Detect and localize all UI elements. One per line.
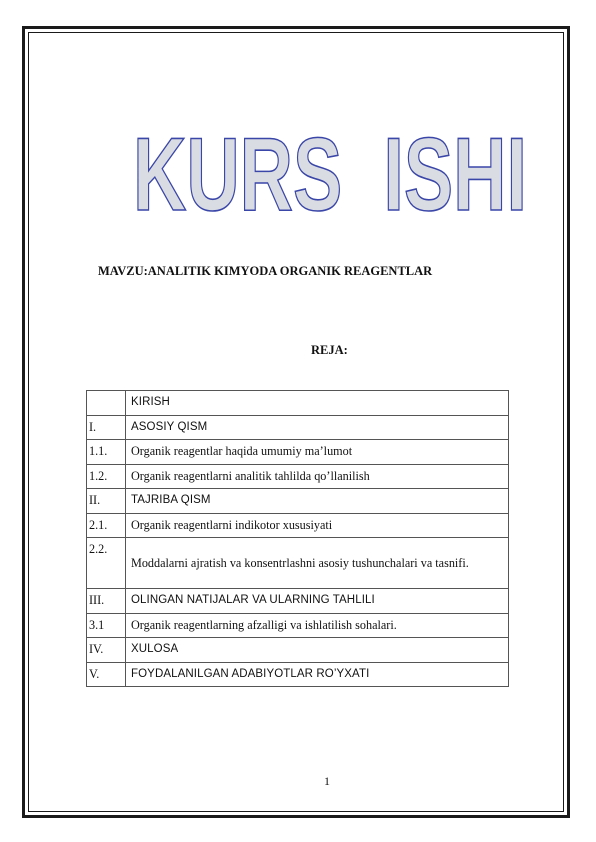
subject-line: MAVZU:ANALITIK KIMYODA ORGANIK REAGENTLAR [98, 264, 433, 278]
row-title: Organik reagentlar haqida umumiy ma’lumot [126, 440, 509, 465]
table-row [87, 391, 509, 416]
row-title: XULOSA [126, 638, 509, 663]
table-row [87, 489, 509, 514]
row-title: KIRISH [126, 391, 509, 416]
row-number: 1.1. [87, 440, 126, 465]
table-row [87, 538, 509, 589]
row-title: FOYDALANILGAN ADABIYOTLAR RO’YXATI [126, 662, 509, 687]
row-title: Moddalarni ajratish va konsentrlashni asosiy tushunchalari va tasnifi. [126, 538, 509, 589]
row-title: OLINGAN NATIJALAR VA ULARNING TAHLILI [126, 589, 509, 614]
table-row [87, 415, 509, 440]
plan-heading: REJA: [311, 343, 348, 357]
row-number: I. [87, 415, 126, 440]
row-number: 1.2. [87, 464, 126, 489]
row-title: Organik reagentlarni indikotor xususiyati [126, 513, 509, 538]
page-number: 1 [324, 774, 330, 788]
table-row [87, 513, 509, 538]
table-row [87, 589, 509, 614]
row-number: 2.1. [87, 513, 126, 538]
row-number: V. [87, 662, 126, 687]
row-title: Organik reagentlarning afzalligi va ishlatilish sohalari. [126, 613, 509, 638]
table-row [87, 638, 509, 663]
document-title: KURS ISHI [133, 117, 527, 233]
row-number [87, 391, 126, 416]
table-row [87, 662, 509, 687]
row-number: II. [87, 489, 126, 514]
plan-table [86, 390, 509, 687]
row-number: 3.1 [87, 613, 126, 638]
row-title: Organik reagentlarni analitik tahlilda qo’llanilish [126, 464, 509, 489]
table-row [87, 440, 509, 465]
table-row [87, 464, 509, 489]
row-title: TAJRIBA QISM [126, 489, 509, 514]
table-row [87, 613, 509, 638]
row-number: III. [87, 589, 126, 614]
row-number: 2.2. [87, 538, 126, 589]
row-title: ASOSIY QISM [126, 415, 509, 440]
row-number: IV. [87, 638, 126, 663]
